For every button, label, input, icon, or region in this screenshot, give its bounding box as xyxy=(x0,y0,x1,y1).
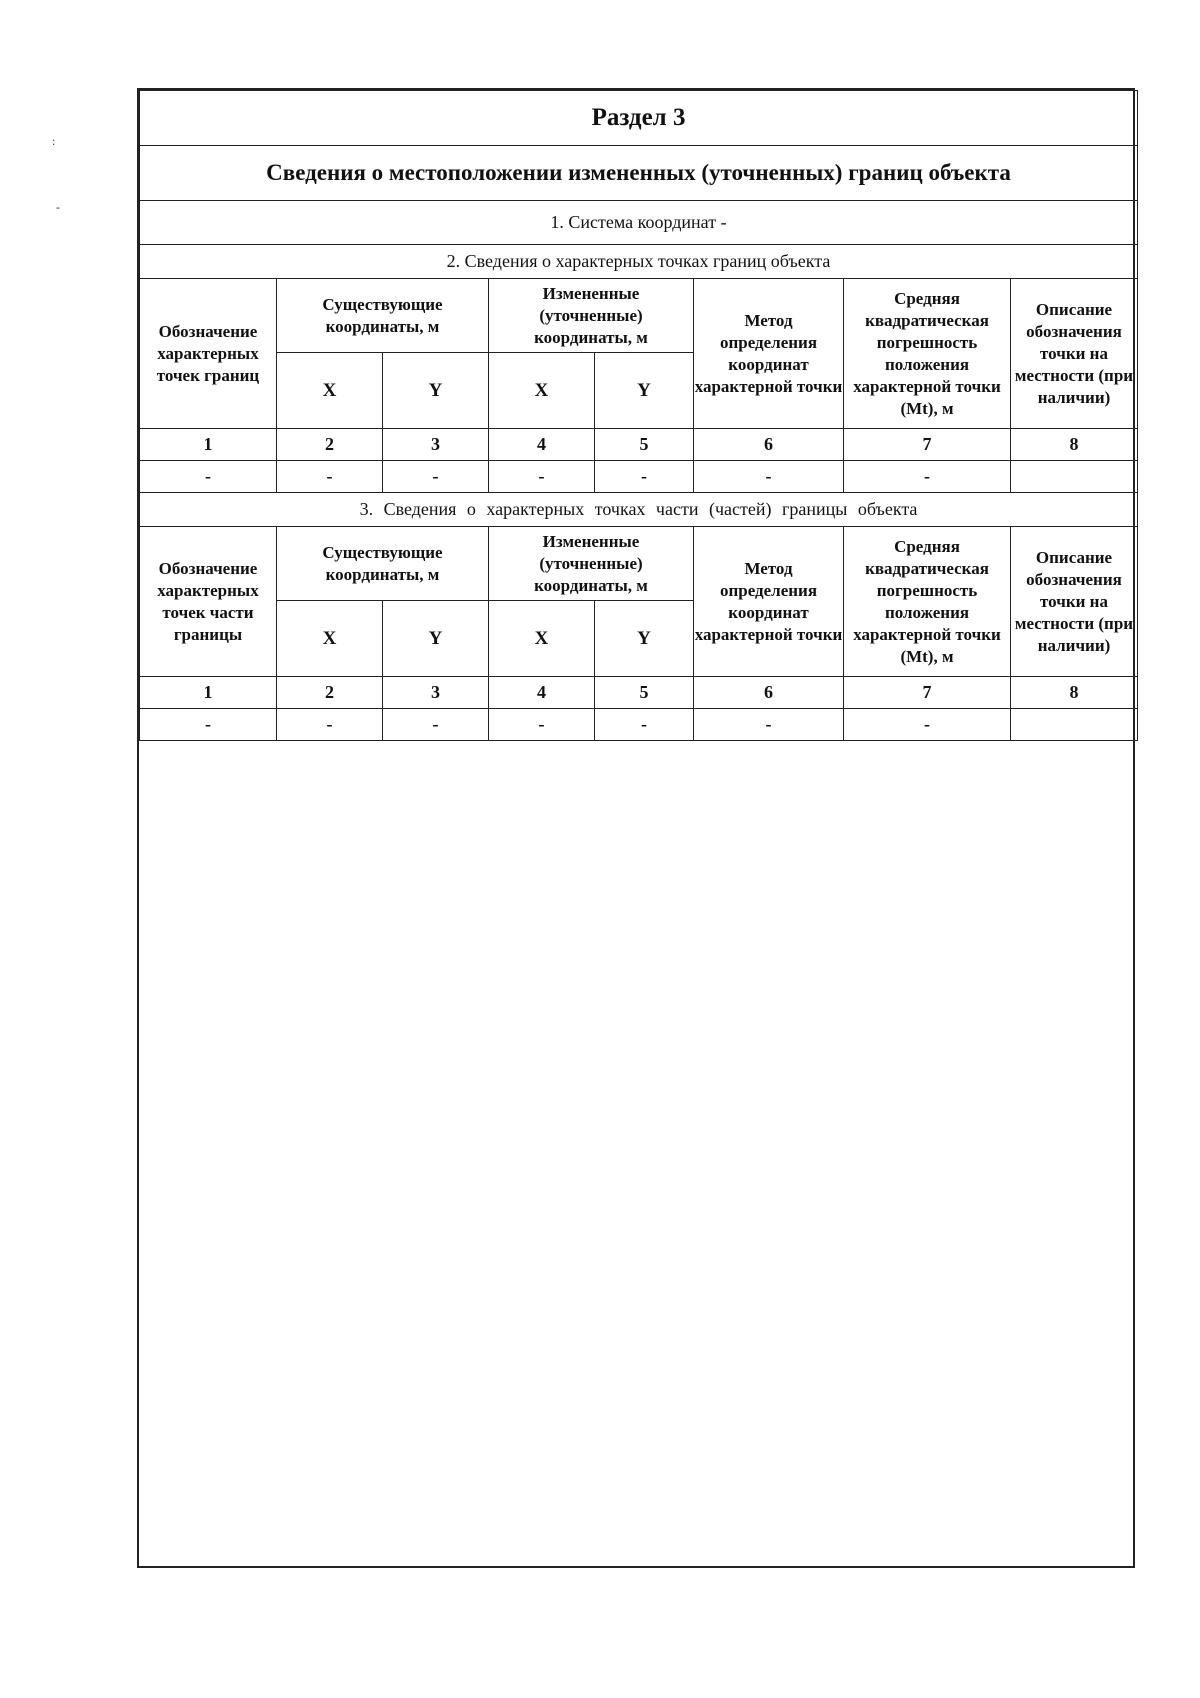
header-designation: Обозначение характерных точек части границы xyxy=(140,527,277,677)
header-y: Y xyxy=(383,601,489,677)
table-cell: - xyxy=(140,709,277,741)
column-number: 6 xyxy=(694,677,844,709)
header-method: Метод определения координат характерной точки xyxy=(694,527,844,677)
column-number: 2 xyxy=(277,677,383,709)
column-number: 4 xyxy=(489,677,595,709)
section-subtitle: Сведения о местоположении измененных (уточненных) границ объекта xyxy=(140,146,1138,201)
table-cell: - xyxy=(489,709,595,741)
column-number: 5 xyxy=(595,677,694,709)
table-cell xyxy=(1011,461,1138,493)
table-cell: - xyxy=(595,461,694,493)
header-existing-coords: Существующие координаты, м xyxy=(277,279,489,353)
table-cell: - xyxy=(277,709,383,741)
column-number: 6 xyxy=(694,429,844,461)
column-number: 7 xyxy=(844,429,1011,461)
header-error: Средняя квадратическая погрешность положения характерной точки (Mt), м xyxy=(844,527,1011,677)
header-y: Y xyxy=(595,353,694,429)
table-cell: - xyxy=(140,461,277,493)
table-cell: - xyxy=(694,461,844,493)
table-row xyxy=(140,461,1138,493)
points-section-title: 2. Сведения о характерных точках границ объекта xyxy=(140,245,1138,279)
header-changed-coords: Измененные (уточненные) координаты, м xyxy=(489,279,694,353)
column-number: 2 xyxy=(277,429,383,461)
column-number: 3 xyxy=(383,677,489,709)
column-number: 1 xyxy=(140,677,277,709)
table-cell: - xyxy=(383,709,489,741)
header-description: Описание обозначения точки на местности (при наличии) xyxy=(1011,527,1138,677)
header-designation: Обозначение характерных точек границ xyxy=(140,279,277,429)
column-number: 1 xyxy=(140,429,277,461)
column-number: 5 xyxy=(595,429,694,461)
table-cell: - xyxy=(489,461,595,493)
header-x: X xyxy=(277,601,383,677)
table-cell: - xyxy=(383,461,489,493)
coordinate-system: 1. Система координат - xyxy=(140,201,1138,245)
column-number: 4 xyxy=(489,429,595,461)
table-cell: - xyxy=(844,461,1011,493)
header-existing-coords: Существующие координаты, м xyxy=(277,527,489,601)
table-cell: - xyxy=(694,709,844,741)
header-error: Средняя квадратическая погрешность положения характерной точки (Mt), м xyxy=(844,279,1011,429)
column-number-row xyxy=(140,677,1138,709)
column-number: 8 xyxy=(1011,677,1138,709)
section-table xyxy=(139,90,1138,741)
column-number: 3 xyxy=(383,429,489,461)
header-x: X xyxy=(489,601,595,677)
header-x: X xyxy=(277,353,383,429)
header-changed-coords: Измененные (уточненные) координаты, м xyxy=(489,527,694,601)
table-cell xyxy=(1011,709,1138,741)
header-y: Y xyxy=(595,601,694,677)
margin-mark: - xyxy=(56,200,60,214)
table-cell: - xyxy=(595,709,694,741)
column-number: 8 xyxy=(1011,429,1138,461)
column-number-row xyxy=(140,429,1138,461)
header-y: Y xyxy=(383,353,489,429)
margin-mark: : xyxy=(52,134,56,148)
section-title: Раздел 3 xyxy=(140,91,1138,146)
part-points-section-title: 3. Сведения о характерных точках части (частей) границы объекта xyxy=(140,493,1138,527)
header-method: Метод определения координат характерной точки xyxy=(694,279,844,429)
table-cell: - xyxy=(277,461,383,493)
column-number: 7 xyxy=(844,677,1011,709)
header-x: X xyxy=(489,353,595,429)
table-cell: - xyxy=(844,709,1011,741)
document-frame xyxy=(137,88,1135,1568)
table-row xyxy=(140,709,1138,741)
header-description: Описание обозначения точки на местности (при наличии) xyxy=(1011,279,1138,429)
